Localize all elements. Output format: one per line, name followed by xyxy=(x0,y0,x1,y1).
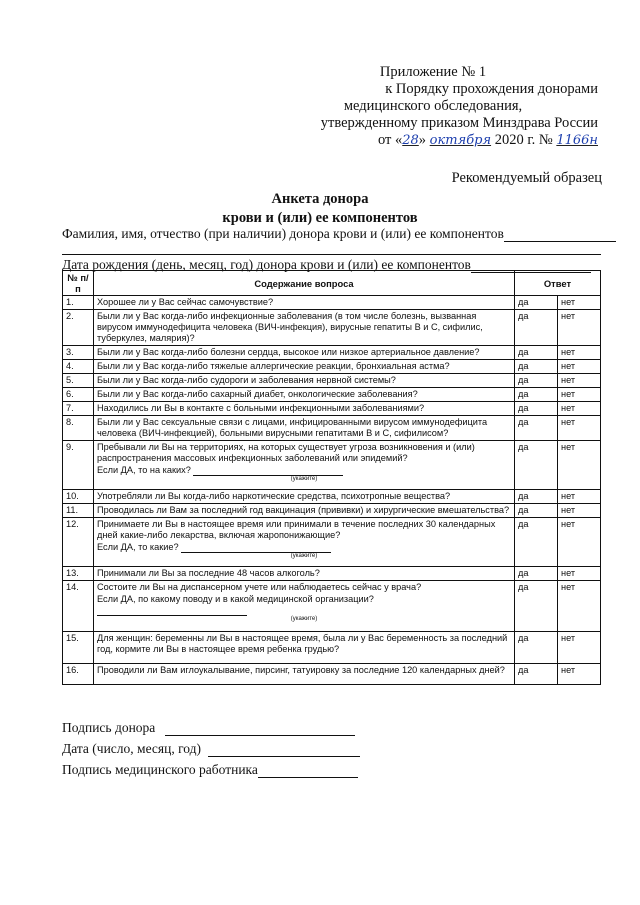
question-text-cell xyxy=(94,416,515,441)
form-title-line-2: крови и (или) ее компонентов xyxy=(222,210,418,226)
fio-input-line[interactable] xyxy=(504,241,616,242)
col-answer-header: Ответ xyxy=(515,271,601,296)
answer-no[interactable]: нет xyxy=(558,310,601,346)
answer-yes[interactable]: да xyxy=(515,632,558,664)
question-text-cell xyxy=(94,567,515,581)
follow-up-hint: (укажите) xyxy=(290,553,318,559)
question-number: 4. xyxy=(63,360,94,374)
question-number: 1. xyxy=(63,296,94,310)
question-number: 13. xyxy=(63,567,94,581)
date-mid: » xyxy=(418,132,430,148)
date-signature-line[interactable] xyxy=(208,756,360,757)
question-text: Пребывали ли Вы на территориях, на которых существует угроза возникновения и (или) распространения массовых инфекционных заболеваний или эпидемий? xyxy=(97,442,475,463)
question-text: Для женщин: беременны ли Вы в настоящее время, была ли у Вас беременность за последний год, кормите ли Вы в настоящее время ребенка грудью? xyxy=(97,633,508,654)
appendix-date-line xyxy=(268,132,598,149)
fio-second-line[interactable] xyxy=(62,254,601,255)
follow-up-input-line[interactable] xyxy=(97,606,247,616)
question-text: Были ли у Вас когда-либо инфекционные заболевания (в том числе болезнь, вызванная вирусом иммунодефицита человека (ВИЧ-инфекция), вирусные гепатиты В и С, сифилис, туберкулез, малярия)? xyxy=(97,311,483,343)
table-row xyxy=(63,664,601,685)
question-number: 5. xyxy=(63,374,94,388)
question-text-cell xyxy=(94,518,515,567)
follow-up-hint: (укажите) xyxy=(290,616,318,622)
table-row xyxy=(63,632,601,664)
handwritten-order-number: 1166н xyxy=(556,133,598,148)
answer-yes[interactable]: да xyxy=(515,504,558,518)
question-number: 15. xyxy=(63,632,94,664)
answer-no[interactable]: нет xyxy=(558,490,601,504)
date-prefix: от « xyxy=(377,132,403,148)
handwritten-day: 28 xyxy=(402,133,419,148)
question-text-cell xyxy=(94,374,515,388)
question-number: 8. xyxy=(63,416,94,441)
question-number: 11. xyxy=(63,504,94,518)
question-text: Были ли у Вас когда-либо тяжелые аллергические реакции, бронхиальная астма? xyxy=(97,361,450,371)
follow-up xyxy=(97,542,511,560)
follow-up-input-line[interactable] xyxy=(193,466,343,476)
answer-yes[interactable]: да xyxy=(515,388,558,402)
sample-label: Рекомендуемый образец xyxy=(451,170,602,186)
form-title xyxy=(0,190,640,228)
col-num-header: № п/п xyxy=(63,271,94,296)
question-text-cell xyxy=(94,346,515,360)
answer-no[interactable]: нет xyxy=(558,441,601,490)
follow-up-hint: (укажите) xyxy=(290,476,318,482)
question-text-cell xyxy=(94,310,515,346)
donor-signature xyxy=(62,720,355,736)
table-row xyxy=(63,388,601,402)
table-row xyxy=(63,310,601,346)
date-year: 2020 г. № xyxy=(491,132,557,148)
table-row xyxy=(63,346,601,360)
answer-no[interactable]: нет xyxy=(558,567,601,581)
question-text: Принимали ли Вы за последние 48 часов алкоголь? xyxy=(97,568,320,578)
answer-yes[interactable]: да xyxy=(515,402,558,416)
answer-no[interactable]: нет xyxy=(558,388,601,402)
answer-yes[interactable]: да xyxy=(515,296,558,310)
question-number: 3. xyxy=(63,346,94,360)
answer-yes[interactable]: да xyxy=(515,518,558,567)
table-row xyxy=(63,567,601,581)
question-text: Были ли у Вас когда-либо болезни сердца, высокое или низкое артериальное давление? xyxy=(97,347,480,357)
answer-no[interactable]: нет xyxy=(558,664,601,685)
fio-label: Фамилия, имя, отчество (при наличии) донора крови и (или) ее компонентов xyxy=(62,226,504,241)
appendix-line-2: к Порядку прохождения донорами xyxy=(385,81,598,97)
table-row xyxy=(63,360,601,374)
follow-up xyxy=(97,465,511,483)
table-row xyxy=(63,441,601,490)
question-text: Находились ли Вы в контакте с больными инфекционными заболеваниями? xyxy=(97,403,425,413)
answer-no[interactable]: нет xyxy=(558,416,601,441)
answer-yes[interactable]: да xyxy=(515,346,558,360)
question-text-cell xyxy=(94,504,515,518)
follow-up-input-line[interactable] xyxy=(181,543,331,553)
question-text-cell xyxy=(94,296,515,310)
question-text: Были ли у Вас когда-либо судороги и заболевания нервной системы? xyxy=(97,375,396,385)
answer-no[interactable]: нет xyxy=(558,360,601,374)
question-text-cell xyxy=(94,441,515,490)
question-text: Хорошее ли у Вас сейчас самочувствие? xyxy=(97,297,274,307)
answer-yes[interactable]: да xyxy=(515,416,558,441)
question-text: Были ли у Вас когда-либо сахарный диабет, онкологические заболевания? xyxy=(97,389,418,399)
question-number: 12. xyxy=(63,518,94,567)
table-row xyxy=(63,416,601,441)
question-text: Принимаете ли Вы в настоящее время или принимали в течение последних 30 календарных дней какие-либо лекарства, включая жаропонижающие? xyxy=(97,519,496,540)
form-title-line-1: Анкета донора xyxy=(271,191,369,207)
question-text-cell xyxy=(94,360,515,374)
question-number: 9. xyxy=(63,441,94,490)
question-text-cell xyxy=(94,581,515,632)
table-row xyxy=(63,518,601,567)
fio-field xyxy=(62,226,616,242)
answer-no[interactable]: нет xyxy=(558,296,601,310)
question-text: Состоите ли Вы на диспансерном учете или наблюдаетесь сейчас у врача? xyxy=(97,582,422,592)
medic-signature-line[interactable] xyxy=(258,777,358,778)
col-content-header: Содержание вопроса xyxy=(94,271,515,296)
table-row xyxy=(63,374,601,388)
handwritten-month: октября xyxy=(429,133,492,148)
question-text-cell xyxy=(94,664,515,685)
date-signature-label: Дата (число, месяц, год) xyxy=(62,741,201,756)
answer-yes[interactable]: да xyxy=(515,581,558,632)
follow-up-label: Если ДА, то на каких? xyxy=(97,465,191,475)
table-row xyxy=(63,581,601,632)
question-text: Проводилась ли Вам за последний год вакцинация (прививки) и хирургические вмешательства? xyxy=(97,505,510,515)
answer-yes[interactable]: да xyxy=(515,360,558,374)
follow-up-label: Если ДА, то какие? xyxy=(97,542,179,552)
date-signature xyxy=(62,741,360,757)
answer-yes[interactable]: да xyxy=(515,441,558,490)
question-text-cell xyxy=(94,402,515,416)
answer-yes[interactable]: да xyxy=(515,567,558,581)
birth-label: Дата рождения (день, месяц, год) донора крови и (или) ее компонентов xyxy=(62,257,471,272)
answer-no[interactable]: нет xyxy=(558,632,601,664)
answer-yes[interactable]: да xyxy=(515,490,558,504)
table-header-row xyxy=(63,271,601,296)
table-row xyxy=(63,296,601,310)
answer-yes[interactable]: да xyxy=(515,310,558,346)
table-row xyxy=(63,402,601,416)
question-text-cell xyxy=(94,632,515,664)
donor-signature-line[interactable] xyxy=(165,735,355,736)
question-number: 16. xyxy=(63,664,94,685)
appendix-header xyxy=(268,64,598,149)
answer-no[interactable]: нет xyxy=(558,581,601,632)
appendix-line-3: медицинского обследования, xyxy=(343,98,523,114)
medic-signature xyxy=(62,762,358,778)
question-text-cell xyxy=(94,490,515,504)
question-number: 2. xyxy=(63,310,94,346)
question-number: 7. xyxy=(63,402,94,416)
table-row xyxy=(63,490,601,504)
question-text: Были ли у Вас сексуальные связи с лицами, инфицированными вирусом иммунодефицита человека (ВИЧ-инфекцией), больными вирусными гепатитами В и С, сифилисом? xyxy=(97,417,488,438)
question-text: Проводили ли Вам иглоукалывание, пирсинг, татуировку за последние 120 календарных дней? xyxy=(97,665,505,675)
question-text: Употребляли ли Вы когда-либо наркотические средства, психотропные вещества? xyxy=(97,491,451,501)
follow-up-label: Если ДА, по какому поводу и в какой медицинской организации? xyxy=(97,594,374,604)
answer-no[interactable]: нет xyxy=(558,402,601,416)
answer-no[interactable]: нет xyxy=(558,518,601,567)
answer-yes[interactable]: да xyxy=(515,664,558,685)
question-number: 6. xyxy=(63,388,94,402)
question-text-cell xyxy=(94,388,515,402)
appendix-title: Приложение № 1 xyxy=(379,64,487,80)
answer-no[interactable]: нет xyxy=(558,346,601,360)
answer-no[interactable]: нет xyxy=(558,504,601,518)
follow-up xyxy=(97,594,511,623)
donor-signature-label: Подпись донора xyxy=(62,720,156,735)
table-row xyxy=(63,504,601,518)
question-number: 10. xyxy=(63,490,94,504)
answer-no[interactable]: нет xyxy=(558,374,601,388)
questionnaire-table xyxy=(62,270,601,685)
medic-signature-label: Подпись медицинского работника xyxy=(62,762,258,777)
question-number: 14. xyxy=(63,581,94,632)
answer-yes[interactable]: да xyxy=(515,374,558,388)
appendix-line-4: утвержденному приказом Минздрава России xyxy=(320,115,598,131)
